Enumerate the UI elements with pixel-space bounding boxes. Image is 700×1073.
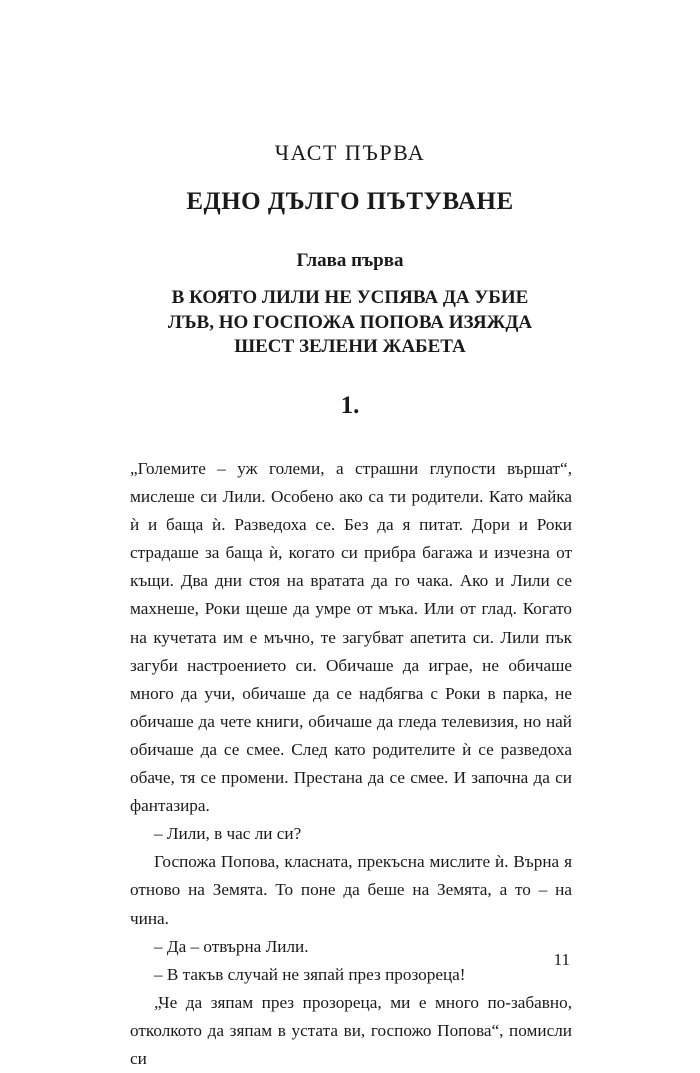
page-number: 11 [553, 950, 570, 969]
dialogue-line: – Лили, в час ли си? [154, 824, 302, 844]
part-label: ЧАСТ ПЪРВА [274, 140, 426, 165]
dialogue-line: – Да – отвърна Лили. [154, 936, 309, 956]
section-number: 1. [340, 392, 360, 419]
chapter-title [150, 286, 550, 360]
part-title: ЕДНО ДЪЛГО ПЪТУВАНЕ [186, 188, 514, 215]
paragraph: Госпожа Попова, класната, прекъсна мислите ѝ. Върна я отново на Земята. То поне да беше на Земята, а то – на чина. [130, 852, 572, 928]
chapter-title-line: ЛЪВ, НО ГОСПОЖА ПОПОВА ИЗЯЖДА [167, 311, 533, 333]
chapter-label: Глава първа [296, 250, 404, 271]
dialogue-line: – В такъв случай не зяпай през прозореца! [154, 964, 466, 984]
chapter-title-line: В КОЯТО ЛИЛИ НЕ УСПЯВА ДА УБИЕ [171, 287, 529, 308]
chapter-title-line: ШЕСТ ЗЕЛЕНИ ЖАБЕТА [234, 336, 466, 357]
paragraph: „Че да зяпам през прозореца, ми е много по-забавно, отколкото да зяпам в устата ви, госпожо Попова“, помисли си [130, 992, 572, 1068]
paragraph: „Големите – уж големи, а страшни глупости вършат“, мислеше си Лили. Особено ако са ти родители. Като майка ѝ и баща ѝ. Разведоха се. Без да я питат. Дори и Роки страдаше за баща ѝ, когато си прибра багажа и изчезна от къщи. Два дни стоя на вратата да го чака. Ако и Лили се махнеше, Роки щеше да умре от мъка. Или от глад. Когато на кучетата им е мъчно, те загубват апетита си. Лили пък загуби настроението си. Обичаше да играе, не обичаше много да учи, обичаше да се надбягва с Роки в парка, не обичаше да чете книги, обичаше да гледа телевизия, но най обичаше да се смее. След като родителите ѝ се разведоха обаче, тя се промени. Престана да се смее. И започна да си фантазира. [130, 459, 572, 816]
body-text [130, 455, 572, 1073]
